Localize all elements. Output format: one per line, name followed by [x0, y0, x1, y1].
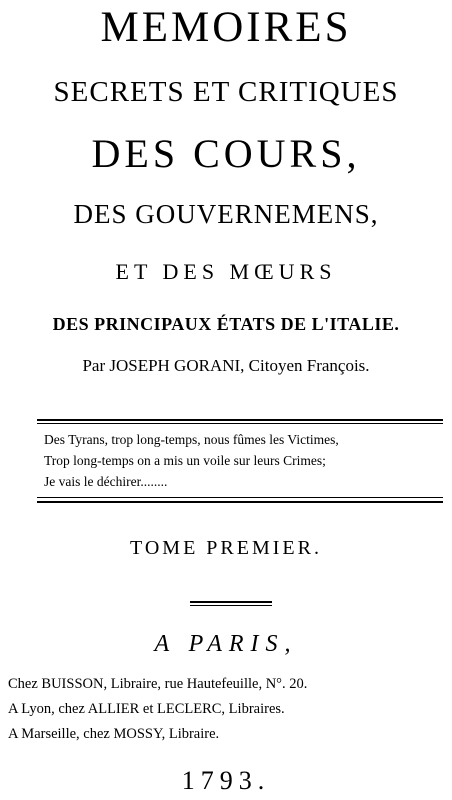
- publication-year: 1793.: [181, 766, 271, 795]
- title-line-cours: DES COURS,: [91, 131, 361, 176]
- epigraph-bottom-rule-thin: [37, 497, 443, 498]
- epigraph-line-1: Des Tyrans, trop long-temps, nous fûmes les Victimes,: [44, 432, 339, 447]
- epigraph-bottom-rule: [37, 501, 443, 503]
- volume-label: TOME PREMIER.: [130, 537, 322, 559]
- title-line-moeurs: ET DES MŒURS: [115, 259, 337, 284]
- imprint-line-2: A Lyon, chez ALLIER et LECLERC, Libraires.: [8, 701, 285, 717]
- title-line-memoires: MEMOIRES: [100, 4, 352, 51]
- imprint-line-3: A Marseille, chez MOSSY, Libraire.: [8, 726, 220, 742]
- epigraph-line-3: Je vais le déchirer........: [44, 474, 168, 489]
- author-line: Par JOSEPH GORANI, Citoyen François.: [82, 356, 370, 375]
- divider-rule: [190, 601, 272, 603]
- title-line-gouvernemens: DES GOUVERNEMENS,: [73, 199, 379, 229]
- title-line-secrets: SECRETS ET CRITIQUES: [53, 76, 399, 108]
- epigraph-top-rule-thin: [37, 423, 443, 424]
- epigraph-line-2: Trop long-temps on a mis un voile sur leurs Crimes;: [44, 453, 326, 468]
- imprint-line-1: Chez BUISSON, Libraire, rue Hautefeuille, N°. 20.: [8, 676, 308, 692]
- title-line-italie: DES PRINCIPAUX ÉTATS DE L'ITALIE.: [52, 314, 400, 334]
- divider-rule-thin: [190, 605, 272, 606]
- place-of-publication: A PARIS,: [154, 631, 298, 657]
- epigraph-top-rule: [37, 419, 443, 421]
